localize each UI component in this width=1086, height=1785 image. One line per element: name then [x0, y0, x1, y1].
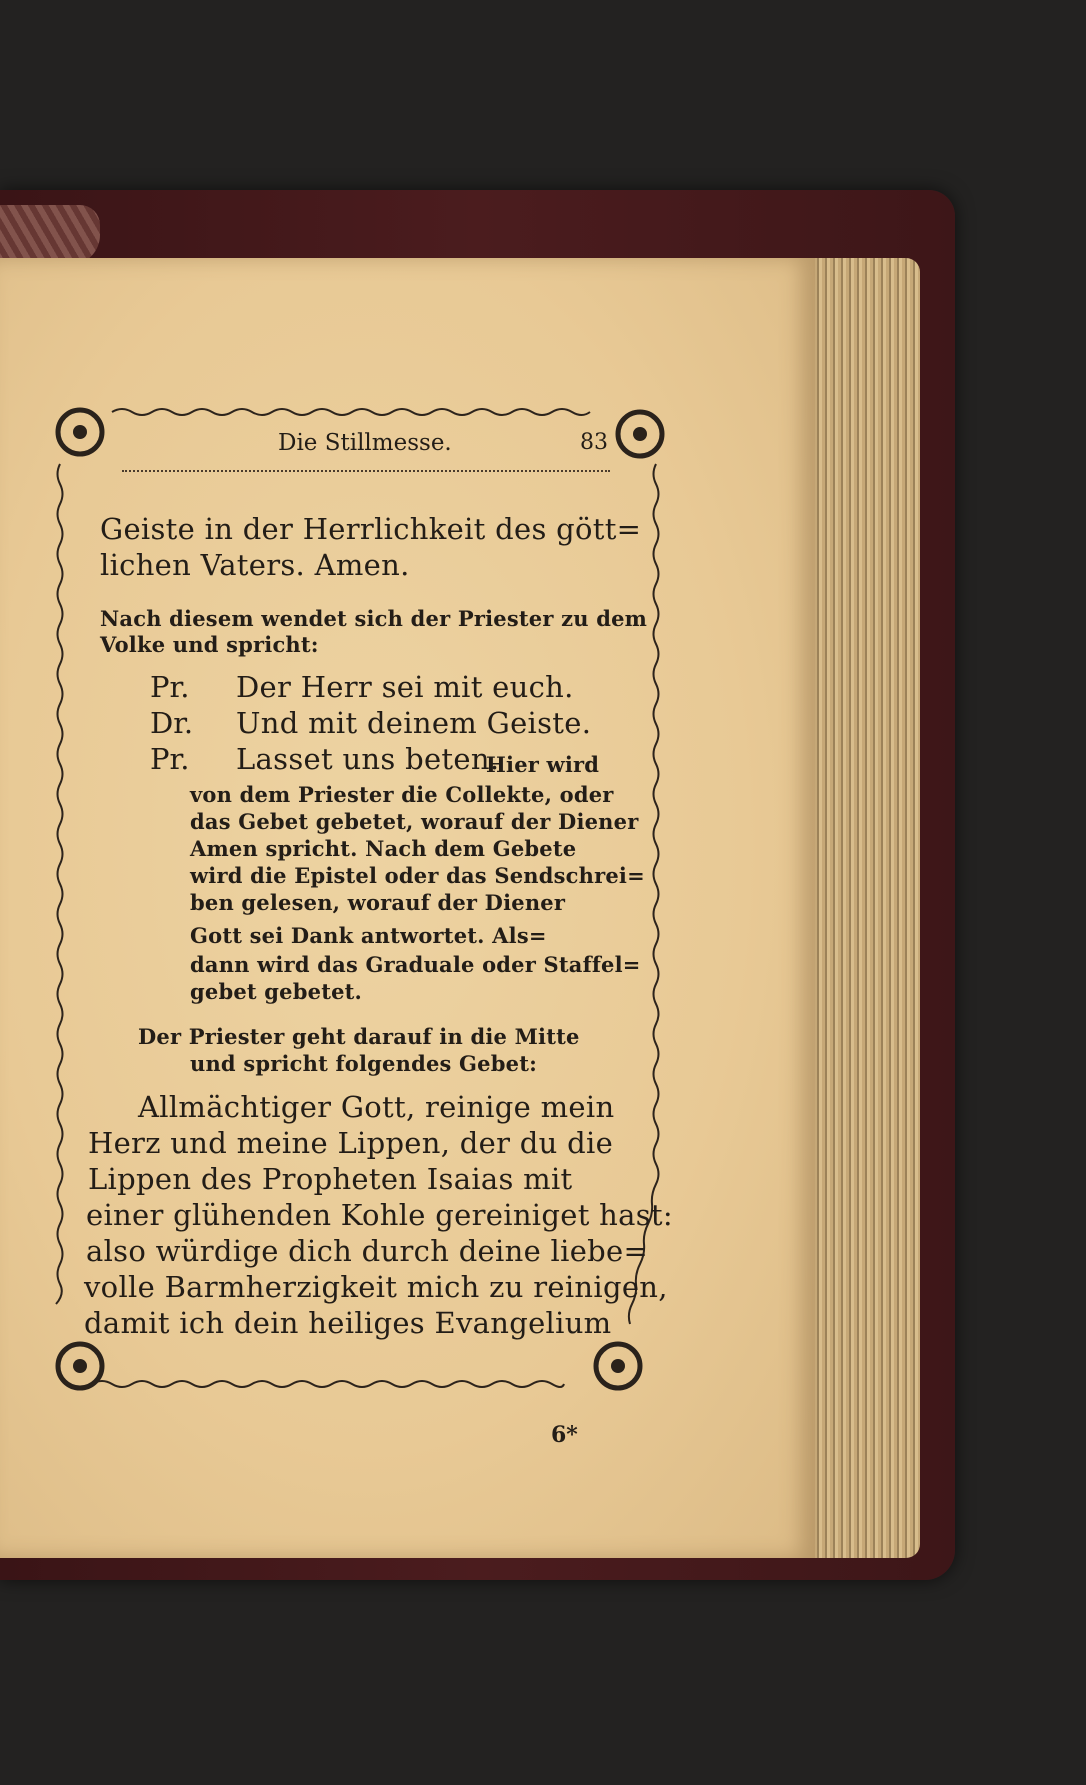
rubric-line: ben gelesen, worauf der Diener	[190, 890, 566, 915]
rubric-line: und spricht folgendes Gebet:	[190, 1051, 538, 1076]
rubric-line: von dem Priester die Collekte, oder	[190, 782, 614, 807]
dialogue-text: Und mit deinem Geiste.	[236, 706, 592, 740]
rubric-line: Gott sei Dank antwortet. Als=	[190, 923, 547, 948]
rubric-line: das Gebet gebetet, worauf der Diener	[190, 809, 639, 834]
header-rule	[122, 470, 610, 472]
prayer-line: Lippen des Propheten Isaias mit	[88, 1162, 573, 1196]
rubric-line: Amen spricht. Nach dem Gebete	[190, 836, 577, 861]
signature-mark: 6*	[551, 1422, 578, 1448]
body-line: lichen Vaters. Amen.	[100, 548, 410, 582]
rubric-line: Der Priester geht darauf in die Mitte	[138, 1024, 580, 1049]
body-line: Geiste in der Herrlichkeit des gött=	[100, 512, 642, 546]
running-head: Die Stillmesse.	[278, 430, 452, 456]
page-number: 83	[580, 430, 608, 455]
rubric-line: Nach diesem wendet sich der Priester zu dem	[100, 606, 648, 631]
rubric-line: wird die Epistel oder das Sendschrei=	[190, 863, 645, 888]
rubric-line: Volke und spricht:	[100, 632, 319, 657]
prayer-line: also würdige dich durch deine liebe=	[86, 1234, 649, 1268]
dialogue-text: Lasset uns beten.	[236, 742, 500, 776]
prayer-line: damit ich dein heiliges Evangelium	[84, 1306, 612, 1340]
prayer-line: Herz und meine Lippen, der du die	[88, 1126, 614, 1160]
bookmark-ribbon	[0, 205, 100, 265]
prayer-line: Allmächtiger Gott, reinige mein	[138, 1090, 615, 1124]
prayer-line: volle Barmherzigkeit mich zu reinigen,	[84, 1270, 668, 1304]
dialogue-text: Der Herr sei mit euch.	[236, 670, 574, 704]
rubric-line: dann wird das Graduale oder Staffel=	[190, 952, 641, 977]
rubric-line: gebet gebetet.	[190, 979, 363, 1004]
dialogue-role: Dr.	[150, 706, 194, 740]
prayer-line: einer glühenden Kohle gereiniget hast:	[86, 1198, 673, 1232]
dialogue-role: Pr.	[150, 742, 190, 776]
rubric-line: Hier wird	[486, 752, 600, 777]
dialogue-role: Pr.	[150, 670, 190, 704]
